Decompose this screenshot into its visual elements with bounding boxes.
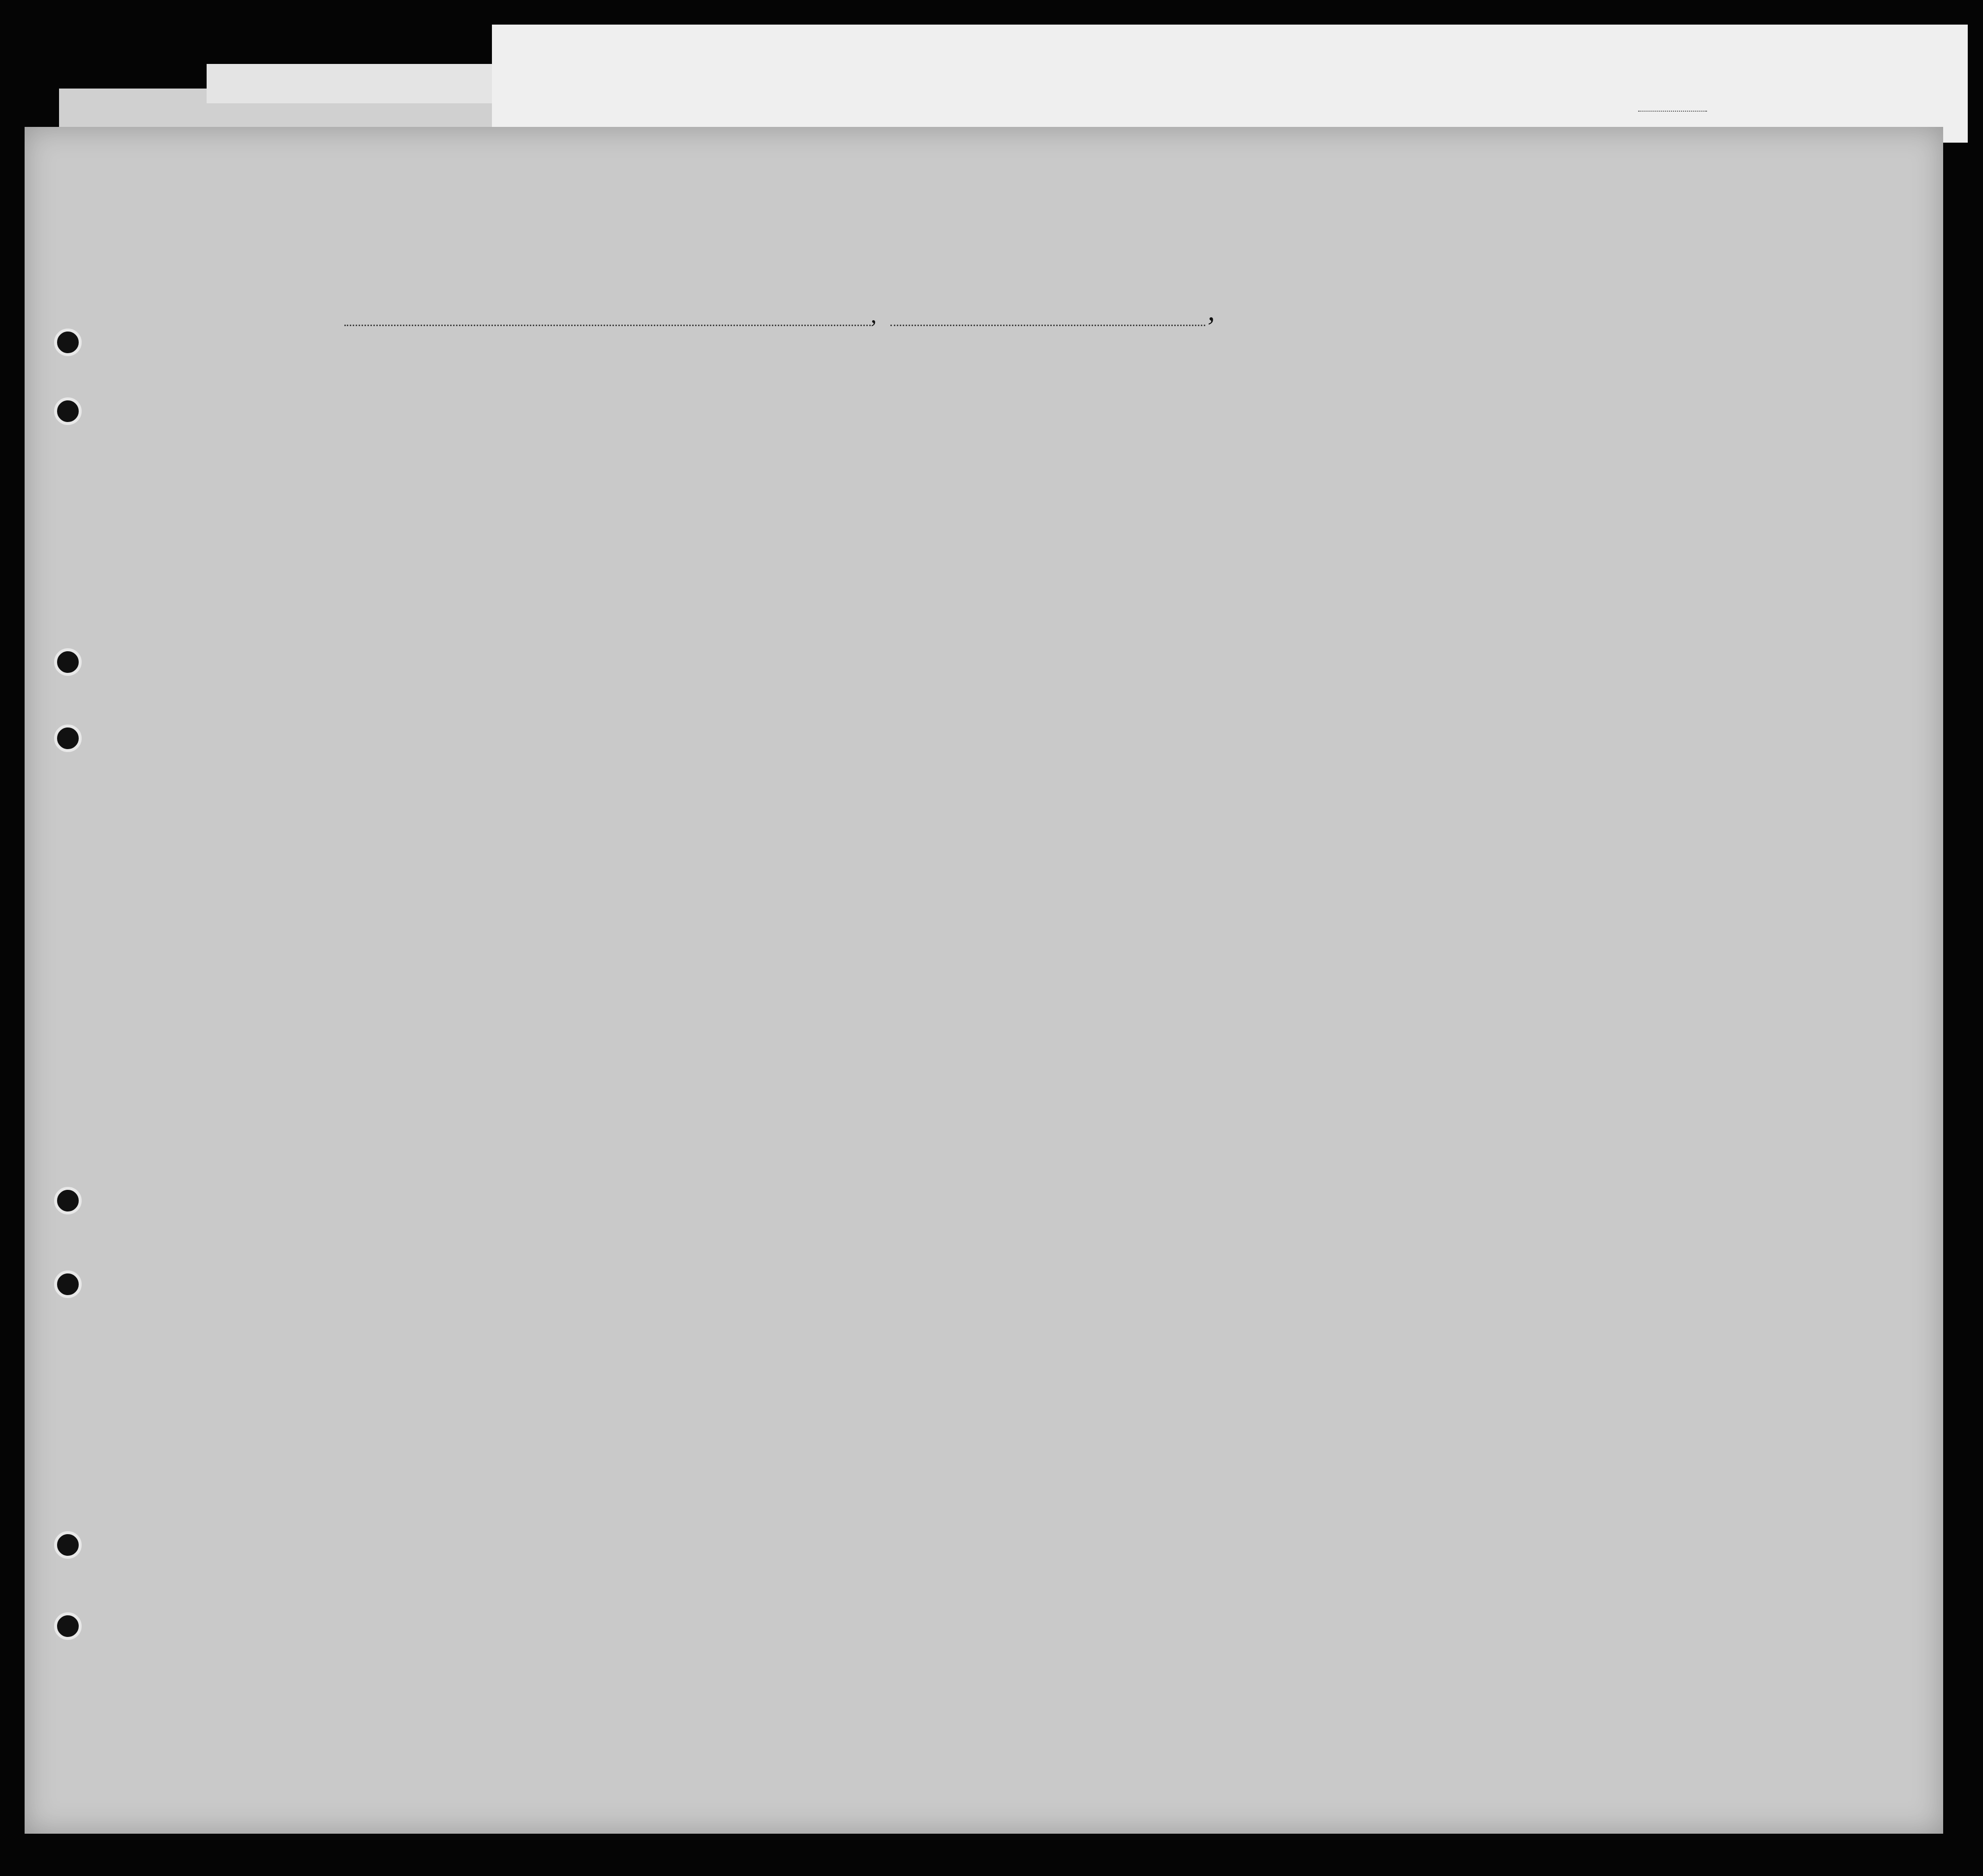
header-purpose-citizen (1242, 412, 1272, 525)
header-prison (1281, 402, 1311, 525)
port-comma: , (871, 302, 877, 328)
header-deported (1466, 402, 1505, 525)
header-purpose-length (1178, 412, 1213, 525)
manifest-sheet (25, 127, 1943, 1834)
year-prefix: , (1208, 295, 1215, 327)
header-polygamist (1321, 402, 1341, 525)
header-anarchist (1353, 402, 1373, 525)
header-purpose-return (1129, 412, 1163, 525)
header-passage-paid (615, 405, 694, 410)
back-sheet-3 (492, 25, 1968, 143)
header-ticket (585, 393, 610, 520)
sheet-no-line (1638, 111, 1707, 112)
manifest-grid (25, 127, 1943, 1834)
header-feet (1614, 461, 1628, 511)
header-inches (1638, 461, 1653, 511)
header-labor-offer (1422, 402, 1461, 525)
header-money (699, 393, 723, 520)
header-overthrow (1377, 402, 1422, 525)
